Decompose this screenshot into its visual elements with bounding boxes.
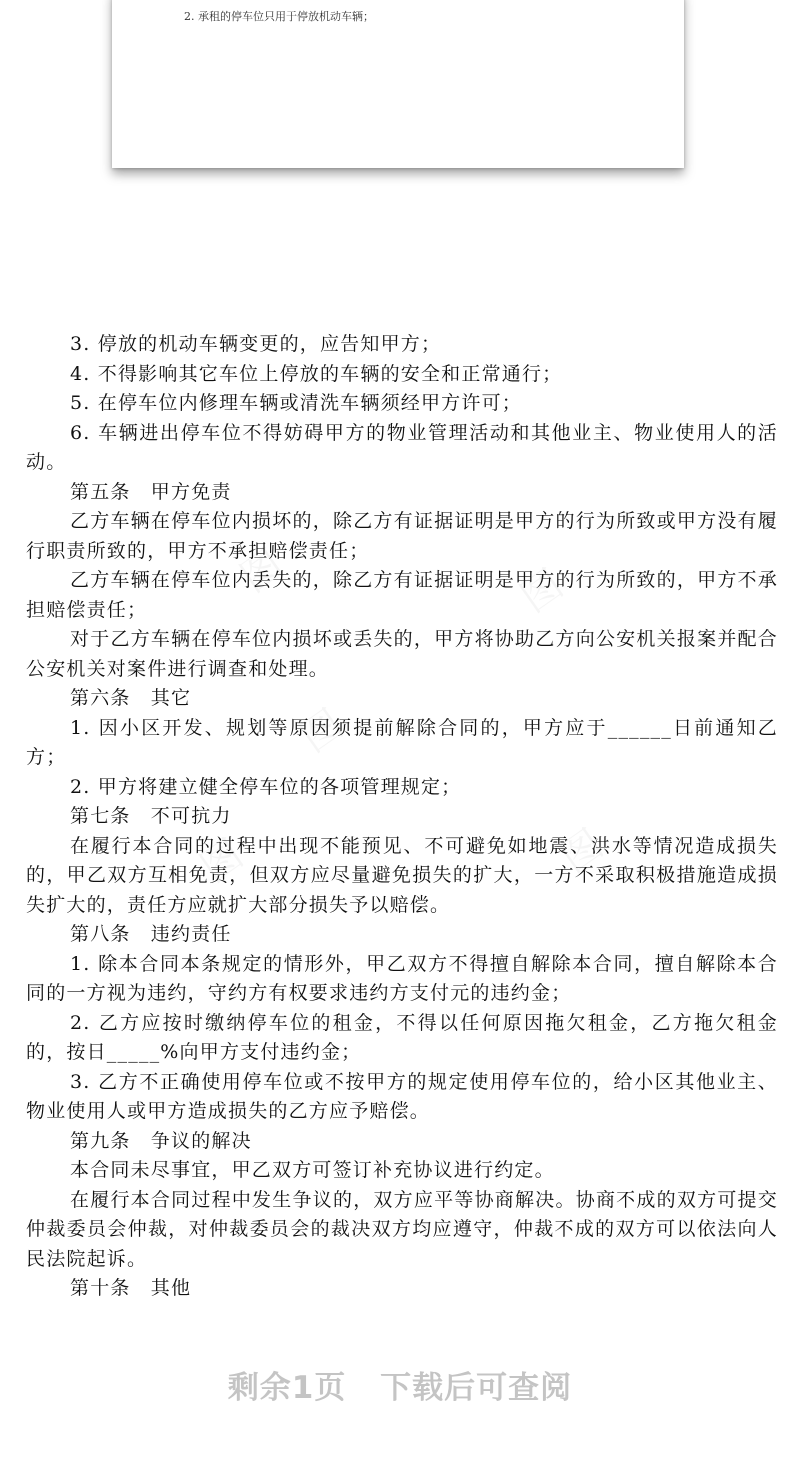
paragraph: 2. 乙方应按时缴纳停车位的租金，不得以任何原因拖欠租金，乙方拖欠租金的，按日_____%向甲方支付违约金； — [26, 1011, 778, 1063]
article-heading: 第五条 甲方免责 — [70, 480, 232, 503]
article-heading: 第六条 其它 — [70, 687, 192, 709]
paragraph: 在履行本合同的过程中出现不能预见、不可避免如地震、洪水等情况造成损失的，甲乙双方互相免责，但双方应尽量避免损失的扩大，一方不采取积极措施造成损失扩大的，责任方应就扩大部分损失予以赔偿。 — [26, 834, 778, 916]
paragraph: 3. 乙方不正确使用停车位或不按甲方的规定使用停车位的，给小区其他业主、物业使用人或甲方造成损失的乙方应予赔偿。 — [26, 1070, 778, 1122]
article-heading: 第十条 其他 — [70, 1277, 192, 1299]
paragraph: 1. 除本合同本条规定的情形外，甲乙双方不得擅自解除本合同，擅自解除本合同的一方视为违约，守约方有权要求违约方支付元的违约金； — [26, 952, 778, 1004]
paragraph: 1. 因小区开发、规划等原因须提前解除合同的，甲方应于______日前通知乙方； — [26, 716, 778, 768]
previous-page-card — [112, 0, 684, 168]
document-body — [26, 330, 778, 1304]
paragraph: 6. 车辆进出停车位不得妨碍甲方的物业管理活动和其他业主、物业使用人的活动。 — [26, 421, 778, 473]
paragraph: 乙方车辆在停车位内损坏的，除乙方有证据证明是甲方的行为所致或甲方没有履行职责所致的，甲方不承担赔偿责任； — [26, 510, 778, 562]
remaining-pages-banner[interactable]: 剩余1页 下载后可查阅 — [227, 1370, 573, 1406]
article-heading: 第八条 违约责任 — [70, 923, 232, 945]
paragraph: 本合同未尽事宜，甲乙双方可签订补充协议进行约定。 — [70, 1159, 555, 1181]
article-heading: 第七条 不可抗力 — [70, 805, 232, 827]
paragraph: 乙方车辆在停车位内丢失的，除乙方有证据证明是甲方的行为所致的，甲方不承担赔偿责任； — [26, 569, 778, 621]
article-heading: 第九条 争议的解决 — [70, 1129, 252, 1152]
paragraph: 在履行本合同过程中发生争议的，双方应平等协商解决。协商不成的双方可提交仲裁委员会仲裁，对仲裁委员会的裁决双方均应遵守，仲裁不成的双方可以依法向人民法院起诉。 — [26, 1188, 778, 1270]
paragraph: 5. 在停车位内修理车辆或清洗车辆须经甲方许可； — [70, 392, 522, 414]
paragraph: 2. 甲方将建立健全停车位的各项管理规定； — [70, 775, 462, 798]
paragraph: 3. 停放的机动车辆变更的，应告知甲方； — [70, 333, 442, 355]
previous-page-last-line: 2. 承租的停车位只用于停放机动车辆； — [184, 10, 374, 23]
paragraph: 对于乙方车辆在停车位内损坏或丢失的，甲方将协助乙方向公安机关报案并配合公安机关对案件进行调查和处理。 — [26, 628, 778, 680]
paragraph: 4. 不得影响其它车位上停放的车辆的安全和正常通行； — [70, 362, 563, 385]
